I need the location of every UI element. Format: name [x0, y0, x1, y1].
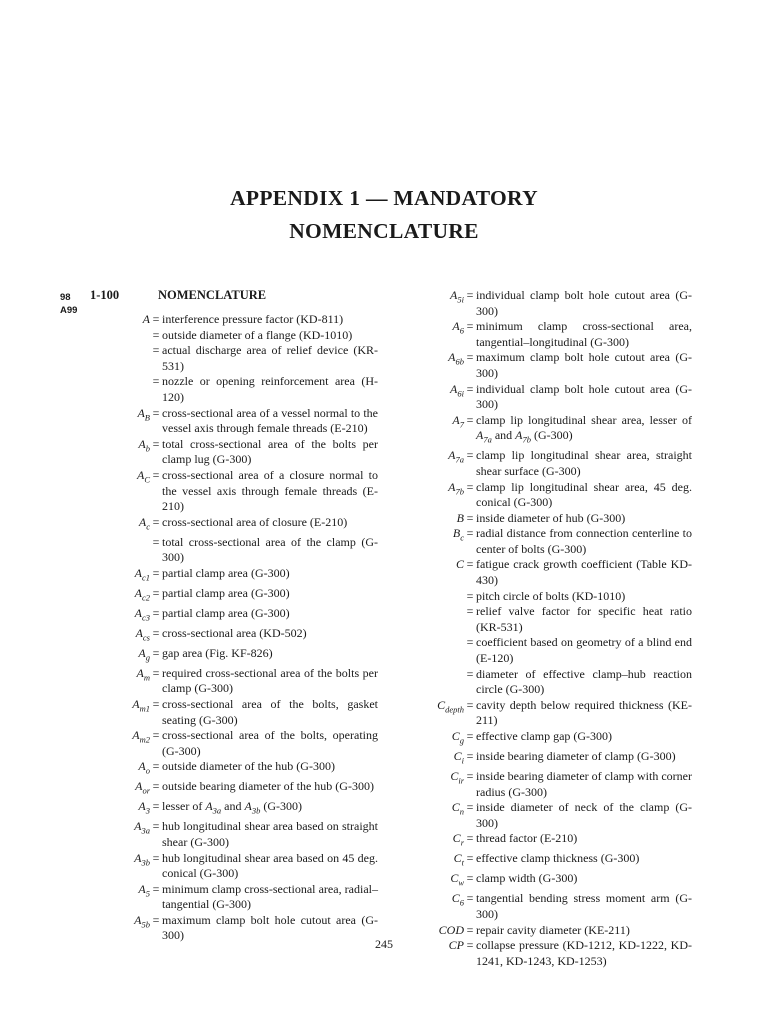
- symbol-letter: A: [452, 412, 460, 427]
- entry-symbol: [404, 319, 464, 350]
- equals-sign: =: [466, 871, 474, 886]
- symbol-subscript: 5b: [141, 919, 150, 930]
- entry-definition: cross-sectional area of closure (E-210): [162, 514, 348, 529]
- entry-symbol: [404, 413, 464, 449]
- symbol-subscript: 6i: [457, 387, 464, 398]
- nomenclature-entry: [90, 882, 378, 913]
- entry-definition: cross-sectional area of a vessel normal to the vessel axis through female threads (E-210): [162, 405, 378, 436]
- symbol-letter: A: [448, 448, 456, 463]
- entry-definition: partial clamp area (G-300): [162, 565, 290, 580]
- entry-definition: cross-sectional area of the bolts, operating (G-300): [162, 728, 378, 758]
- entry-definition: repair cavity diameter (KE-211): [476, 922, 630, 937]
- symbol-letter: B: [452, 526, 461, 541]
- inline-symbol: A: [244, 799, 252, 814]
- section-title: NOMENCLATURE: [158, 288, 267, 302]
- symbol-letter: A: [138, 645, 146, 660]
- equals-sign: =: [466, 288, 474, 302]
- symbol-letter: A: [134, 912, 142, 927]
- symbol-subscript: 5: [145, 888, 150, 899]
- symbol-letter: C: [451, 891, 460, 906]
- entry-definition: minimum clamp cross-sectional area, tangential–longitudinal (G-300): [476, 319, 692, 349]
- entry-definition: clamp lip longitudinal shear area, 45 deg. conical (G-300): [476, 479, 692, 510]
- nomenclature-entry: [404, 604, 692, 635]
- entry-definition: relief valve factor for specific heat ratio (KR-531): [476, 604, 692, 634]
- entry-symbol: [404, 667, 464, 698]
- nomenclature-entry: [90, 626, 378, 646]
- symbol-subscript: 3b: [141, 856, 150, 867]
- entry-symbol: [90, 535, 150, 566]
- symbol-subscript: 6: [459, 325, 464, 336]
- symbol-letter: A: [134, 585, 142, 600]
- entry-definition: clamp lip longitudinal shear area, lesser of $A_{7a}$ and $A_{7b}$ (G-300): [476, 412, 692, 445]
- entry-symbol: [90, 697, 150, 728]
- symbol-letter: C: [437, 697, 446, 712]
- nomenclature-entry: [404, 589, 692, 605]
- symbol-subscript: depth: [445, 704, 464, 715]
- entry-definition: required cross-sectional area of the bolts per clamp (G-300): [162, 665, 378, 696]
- equals-sign: =: [152, 467, 160, 482]
- entry-definition: clamp lip longitudinal shear area, straight shear surface (G-300): [476, 448, 692, 478]
- entry-symbol: [404, 831, 464, 851]
- entry-symbol: [90, 566, 150, 586]
- equals-sign: =: [152, 565, 160, 580]
- nomenclature-entry: [90, 606, 378, 626]
- symbol-letter: A: [138, 436, 146, 451]
- equals-sign: =: [466, 749, 474, 763]
- entry-definition: inside diameter of neck of the clamp (G-300): [476, 800, 692, 830]
- entry-definition: cross-sectional area of a closure normal to the vessel axis through female threads (E-210): [162, 467, 378, 514]
- equals-sign: =: [466, 526, 474, 541]
- symbol-letter: C: [451, 800, 460, 815]
- symbol-letter: COD: [438, 922, 464, 937]
- equals-sign: =: [152, 912, 160, 927]
- entry-definition: total cross-sectional area of the clamp (G-300): [162, 534, 378, 565]
- nomenclature-entry: [404, 557, 692, 588]
- nomenclature-entry: [404, 729, 692, 749]
- page-title-line-2: NOMENCLATURE: [289, 219, 479, 243]
- entry-definition: thread factor (E-210): [476, 831, 578, 846]
- equals-sign: =: [466, 922, 474, 937]
- entry-symbol: [404, 382, 464, 413]
- entry-definition: partial clamp area (G-300): [162, 585, 290, 600]
- entry-definition: effective clamp thickness (G-300): [476, 851, 640, 866]
- symbol-subscript: ir: [458, 775, 464, 786]
- nomenclature-entry: [404, 480, 692, 511]
- symbol-letter: A: [450, 381, 458, 396]
- entry-definition: hub longitudinal shear area based on 45 deg. conical (G-300): [162, 850, 378, 881]
- symbol-subscript: m2: [139, 734, 150, 745]
- entry-symbol: [404, 891, 464, 922]
- entry-definition: hub longitudinal shear area based on straight shear (G-300): [162, 819, 378, 849]
- equals-sign: =: [152, 605, 160, 620]
- entry-symbol: [404, 480, 464, 511]
- equals-sign: =: [152, 625, 160, 640]
- entry-definition: actual discharge area of relief device (KR-531): [162, 343, 378, 373]
- symbol-letter: A: [448, 350, 456, 365]
- nomenclature-entry: [404, 288, 692, 319]
- entry-symbol: [404, 749, 464, 769]
- equals-sign: =: [152, 514, 160, 529]
- symbol-subscript: B: [144, 411, 150, 422]
- symbol-letter: CP: [448, 938, 464, 953]
- symbol-subscript: m: [143, 672, 150, 683]
- entry-symbol: [90, 586, 150, 606]
- symbol-letter: A: [136, 665, 144, 680]
- symbol-letter: A: [136, 467, 145, 482]
- nomenclature-entry: [404, 511, 692, 527]
- nomenclature-entry: [90, 819, 378, 850]
- equals-sign: =: [152, 343, 160, 358]
- equals-sign: =: [466, 800, 474, 815]
- margin-revision-note: A99: [60, 305, 78, 316]
- nomenclature-entry: [404, 319, 692, 350]
- inline-symbol: A: [515, 428, 523, 443]
- entry-definition: maximum clamp bolt hole cutout area (G-300): [476, 350, 692, 380]
- entry-symbol: [404, 511, 464, 527]
- symbol-letter: A: [138, 881, 146, 896]
- symbol-subscript: 3: [145, 805, 150, 816]
- equals-sign: =: [152, 312, 160, 326]
- inline-subscript: 7b: [522, 434, 532, 445]
- entry-definition: gap area (Fig. KF-826): [162, 645, 273, 660]
- entry-definition: individual clamp bolt hole cutout area (G-300): [476, 381, 692, 412]
- equals-sign: =: [152, 850, 160, 865]
- entry-symbol: [90, 343, 150, 374]
- symbol-subscript: c: [146, 521, 150, 532]
- entry-definition: partial clamp area (G-300): [162, 605, 290, 620]
- equals-sign: =: [466, 851, 474, 866]
- equals-sign: =: [152, 405, 160, 420]
- equals-sign: =: [152, 436, 160, 451]
- equals-sign: =: [466, 510, 474, 525]
- entry-symbol: [404, 557, 464, 588]
- symbol-letter: A: [134, 565, 142, 580]
- equals-sign: =: [466, 448, 474, 463]
- symbol-subscript: 5i: [457, 294, 464, 305]
- section-number: 1-100: [90, 288, 120, 302]
- symbol-subscript: 3a: [141, 825, 150, 836]
- nomenclature-entry: [90, 535, 378, 566]
- entry-symbol: [404, 635, 464, 666]
- entry-symbol: [404, 851, 464, 871]
- equals-sign: =: [466, 588, 474, 603]
- symbol-subscript: w: [458, 877, 464, 888]
- entry-definition: pitch circle of bolts (KD-1010): [476, 588, 626, 603]
- entry-definition: outside bearing diameter of the hub (G-300): [162, 779, 374, 794]
- equals-sign: =: [152, 779, 160, 794]
- symbol-letter: A: [452, 319, 460, 334]
- equals-sign: =: [152, 645, 160, 660]
- equals-sign: =: [466, 729, 474, 744]
- symbol-letter: C: [452, 831, 461, 846]
- symbol-subscript: 6: [459, 897, 464, 908]
- equals-sign: =: [152, 534, 160, 549]
- nomenclature-entry: [90, 586, 378, 606]
- nomenclature-entry: [404, 350, 692, 381]
- entry-definition: clamp width (G-300): [476, 871, 578, 886]
- equals-sign: =: [466, 319, 474, 334]
- symbol-letter: A: [137, 405, 145, 420]
- symbol-letter: C: [451, 729, 460, 744]
- equals-sign: =: [152, 665, 160, 680]
- nomenclature-entry: [404, 831, 692, 851]
- equals-sign: =: [466, 381, 474, 396]
- symbol-letter: A: [135, 779, 143, 794]
- entry-symbol: [90, 468, 150, 515]
- nomenclature-entry: [404, 749, 692, 769]
- equals-sign: =: [466, 635, 474, 650]
- symbol-subscript: n: [459, 806, 464, 817]
- symbol-letter: A: [450, 288, 458, 302]
- nomenclature-entry: [90, 374, 378, 405]
- symbol-letter: A: [134, 605, 142, 620]
- symbol-letter: C: [450, 768, 459, 783]
- equals-sign: =: [152, 728, 160, 743]
- inline-subscript: 3a: [212, 805, 222, 816]
- entry-symbol: [404, 589, 464, 605]
- nomenclature-entry: [404, 413, 692, 449]
- equals-sign: =: [466, 479, 474, 494]
- entry-definition: effective clamp gap (G-300): [476, 729, 613, 744]
- entry-symbol: [90, 646, 150, 666]
- nomenclature-entry: [90, 728, 378, 759]
- symbol-subscript: b: [145, 443, 150, 454]
- entry-definition: interference pressure factor (KD-811): [162, 312, 344, 326]
- margin-revision-note: 98: [60, 292, 71, 303]
- equals-sign: =: [466, 604, 474, 619]
- symbol-subscript: g: [145, 652, 150, 663]
- entry-definition: cross-sectional area (KD-502): [162, 625, 307, 640]
- nomenclature-entry: [404, 382, 692, 413]
- symbol-letter: A: [132, 728, 140, 743]
- entry-definition: collapse pressure (KD-1212, KD-1222, KD-1241, KD-1243, KD-1253): [476, 938, 692, 968]
- symbol-subscript: cs: [142, 632, 150, 643]
- symbol-letter: A: [135, 625, 143, 640]
- equals-sign: =: [466, 666, 474, 681]
- entry-definition: diameter of effective clamp–hub reaction circle (G-300): [476, 666, 692, 697]
- entry-symbol: [90, 374, 150, 405]
- entry-symbol: [90, 406, 150, 437]
- entry-symbol: [90, 819, 150, 850]
- equals-sign: =: [466, 938, 474, 953]
- equals-sign: =: [466, 768, 474, 783]
- equals-sign: =: [152, 697, 160, 711]
- equals-sign: =: [466, 697, 474, 712]
- nomenclature-entry: [404, 871, 692, 891]
- nomenclature-entry: [90, 312, 378, 328]
- equals-sign: =: [152, 881, 160, 896]
- equals-sign: =: [466, 412, 474, 427]
- entry-symbol: [90, 779, 150, 799]
- nomenclature-entry: [404, 635, 692, 666]
- nomenclature-entry: [404, 891, 692, 922]
- page-title-line-1: APPENDIX 1 — MANDATORY: [230, 186, 538, 210]
- symbol-letter: A: [138, 514, 147, 529]
- inline-subscript: 3b: [251, 805, 261, 816]
- symbol-letter: C: [453, 749, 462, 763]
- entry-definition: cavity depth below required thickness (KE-211): [476, 697, 692, 728]
- inline-subscript: 7a: [483, 434, 492, 445]
- symbol-subscript: 7: [459, 419, 464, 430]
- entry-definition: nozzle or opening reinforcement area (H-120): [162, 374, 378, 404]
- nomenclature-entry: [90, 646, 378, 666]
- entry-symbol: [90, 728, 150, 759]
- entry-symbol: [90, 626, 150, 646]
- entry-symbol: [404, 448, 464, 479]
- nomenclature-entry: [404, 923, 692, 939]
- symbol-subscript: o: [145, 765, 150, 776]
- entry-symbol: [404, 871, 464, 891]
- entry-definition: total cross-sectional area of the bolts per clamp lug (G-300): [162, 436, 378, 467]
- equals-sign: =: [152, 327, 160, 342]
- entry-definition: cross-sectional area of the bolts, gasket seating (G-300): [162, 697, 378, 727]
- symbol-letter: C: [455, 557, 464, 572]
- entry-definition: maximum clamp bolt hole cutout area (G-300): [162, 912, 378, 943]
- entry-symbol: [90, 437, 150, 468]
- equals-sign: =: [152, 374, 160, 389]
- inline-symbol: A: [205, 799, 213, 814]
- symbol-subscript: t: [461, 857, 464, 868]
- symbol-subscript: r: [460, 837, 464, 848]
- symbol-subscript: i: [461, 755, 464, 766]
- entry-definition: inside bearing diameter of clamp with corner radius (G-300): [476, 768, 692, 799]
- entry-definition: coefficient based on geometry of a blind end (E-120): [476, 635, 692, 666]
- symbol-letter: B: [456, 510, 464, 525]
- nomenclature-entry: [90, 437, 378, 468]
- symbol-subscript: c1: [141, 572, 150, 583]
- symbol-letter: A: [138, 799, 146, 814]
- symbol-subscript: C: [144, 474, 150, 485]
- equals-sign: =: [466, 831, 474, 846]
- entry-symbol: [404, 800, 464, 831]
- symbol-letter: A: [138, 759, 146, 774]
- entry-definition: minimum clamp cross-sectional area, radial–tangential (G-300): [162, 881, 378, 912]
- symbol-letter: A: [448, 479, 456, 494]
- equals-sign: =: [152, 759, 160, 774]
- nomenclature-column-right: [404, 288, 692, 969]
- nomenclature-entry: [404, 448, 692, 479]
- entry-symbol: [90, 312, 150, 328]
- equals-sign: =: [152, 799, 160, 814]
- entry-definition: inside bearing diameter of clamp (G-300): [476, 749, 676, 763]
- symbol-letter: A: [132, 697, 140, 711]
- entry-symbol: [90, 328, 150, 344]
- symbol-subscript: c: [460, 532, 464, 543]
- entry-symbol: [90, 882, 150, 913]
- nomenclature-entry: [404, 800, 692, 831]
- entry-definition: outside diameter of the hub (G-300): [162, 759, 335, 774]
- nomenclature-entry: [404, 851, 692, 871]
- symbol-subscript: 7a: [455, 454, 464, 465]
- entry-symbol: [90, 851, 150, 882]
- entry-definition: fatigue crack growth coefficient (Table KD-430): [476, 557, 692, 588]
- entry-symbol: [90, 606, 150, 626]
- equals-sign: =: [466, 350, 474, 365]
- symbol-subscript: 6b: [455, 356, 464, 367]
- entry-symbol: [404, 923, 464, 939]
- nomenclature-entry: [90, 328, 378, 344]
- nomenclature-entry: [90, 468, 378, 515]
- entry-symbol: [90, 666, 150, 697]
- entry-symbol: [90, 759, 150, 779]
- inline-symbol: A: [476, 428, 484, 443]
- nomenclature-entry: [90, 759, 378, 779]
- nomenclature-entry: [90, 697, 378, 728]
- entry-definition: radial distance from connection centerline to center of bolts (G-300): [476, 526, 692, 556]
- entry-symbol: [90, 799, 150, 819]
- equals-sign: =: [466, 891, 474, 906]
- equals-sign: =: [152, 819, 160, 834]
- nomenclature-entry: [90, 779, 378, 799]
- entry-symbol: [404, 729, 464, 749]
- entry-definition: tangential bending stress moment arm (G-300): [476, 891, 692, 921]
- nomenclature-entry: [90, 666, 378, 697]
- entry-symbol: [404, 526, 464, 557]
- equals-sign: =: [466, 557, 474, 572]
- nomenclature-entry: [90, 406, 378, 437]
- symbol-letter: C: [453, 851, 462, 866]
- symbol-subscript: or: [142, 785, 150, 796]
- symbol-letter: A: [134, 819, 142, 834]
- entry-symbol: [404, 769, 464, 800]
- symbol-letter: C: [450, 871, 459, 886]
- entry-definition: outside diameter of a flange (KD-1010): [162, 327, 353, 342]
- entry-definition: lesser of $A_{3a}$ and $A_{3b}$ (G-300): [162, 799, 302, 816]
- nomenclature-column-left: [90, 312, 378, 944]
- symbol-subscript: m1: [139, 703, 150, 714]
- symbol-subscript: g: [459, 735, 464, 746]
- entry-definition: individual clamp bolt hole cutout area (G-300): [476, 288, 692, 318]
- symbol-letter: A: [134, 850, 142, 865]
- nomenclature-entry: [404, 667, 692, 698]
- symbol-subscript: c3: [141, 612, 150, 623]
- nomenclature-entry: [90, 515, 378, 535]
- symbol-subscript: 7b: [455, 485, 464, 496]
- nomenclature-entry: [404, 698, 692, 729]
- equals-sign: =: [152, 585, 160, 600]
- entry-symbol: [404, 350, 464, 381]
- symbol-letter: A: [142, 312, 150, 326]
- nomenclature-entry: [90, 566, 378, 586]
- entry-symbol: [404, 288, 464, 319]
- page-number: 245: [375, 937, 393, 951]
- nomenclature-entry: [90, 799, 378, 819]
- entry-definition: inside diameter of hub (G-300): [476, 510, 626, 525]
- symbol-subscript: c2: [141, 592, 150, 603]
- entry-symbol: [404, 698, 464, 729]
- nomenclature-entry: [404, 526, 692, 557]
- nomenclature-entry: [404, 769, 692, 800]
- nomenclature-entry: [90, 343, 378, 374]
- nomenclature-entry: [90, 851, 378, 882]
- entry-symbol: [90, 515, 150, 535]
- entry-symbol: [404, 604, 464, 635]
